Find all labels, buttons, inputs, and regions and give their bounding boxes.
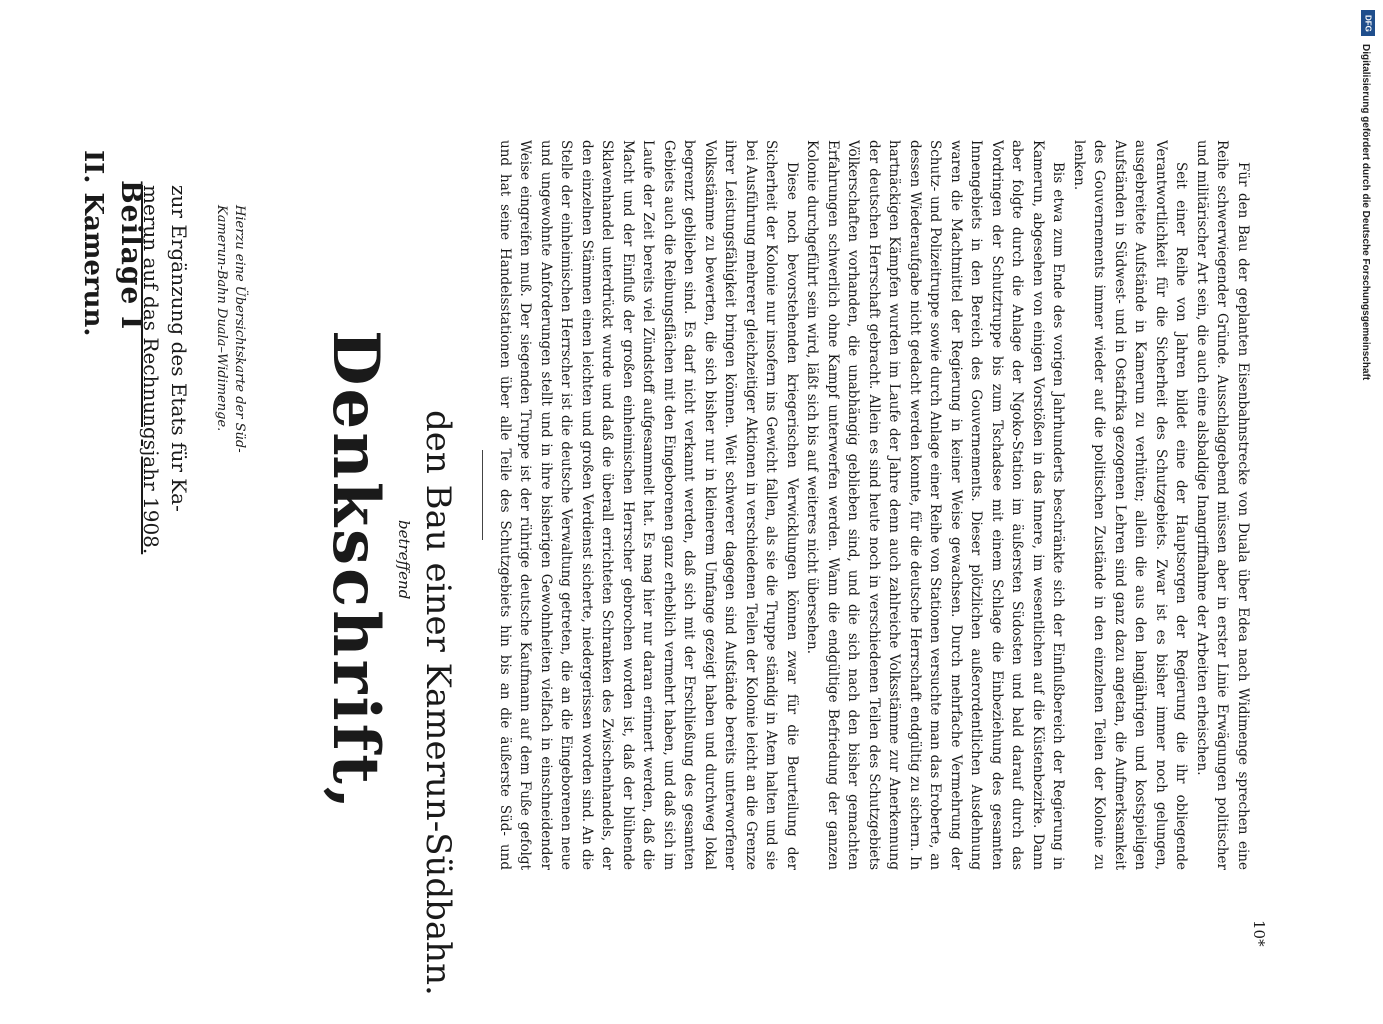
dfg-logo-icon: DFG <box>1361 10 1375 36</box>
footer-credit-text: Digitalisierung gefördert durch die Deutsche Forschungsgemeinschaft <box>1360 44 1371 381</box>
map-note-line-2: Kamerun-Bahn Duala–Widimenge. <box>214 205 229 432</box>
body-text <box>493 140 1253 870</box>
body-paragraph: Für den Bau der geplanten Eisenbahnstrecke von Duala über Edea nach Widimenge sprechen eine Reihe schwerwiegender Gründe. Ausschlaggebend müssen aber in erster Linie Erwägungen politischer und militärischer Art sein, die auch eine alsbaldige Inangriffnahme der Arbeiten erheischen. <box>1194 140 1251 870</box>
document-subtitle: den Bau einer Kamerun-Südbahn. <box>418 410 458 996</box>
supplement-heading: Beilage I <box>115 180 148 331</box>
section-heading: II. Kamerun. <box>78 150 108 337</box>
supplement-sub-line-2 <box>137 185 165 785</box>
document-title: Denkschrift, <box>318 330 393 813</box>
body-paragraph: Seit einer Reihe von Jahren bildet eine der Hauptsorgen der Regierung die ihr obliegende Verantwortlichkeit für die Sicherheit des Schutzgebiets. Zwar ist es bisher immer noch gelungen, ausgebreitete Aufstände in Kamerun zu verhüten; allein die aus den langjährigen und kostspieligen Aufständen in Südwest- und in Ostafrika gezogenen Lehren sind ganz dazu angetan, die Aufmerksamkeit des Gouvernements immer wieder auf die politischen Zustände in den einzelnen Teilen der Kolonie zu lenken. <box>1071 140 1190 870</box>
map-note-line-1: Hierzu eine Übersichtskarte der Süd- <box>232 205 247 453</box>
body-paragraph: Diese noch bevorstehenden kriegerischen Verwicklungen können zwar für die Beurteilung der Sicherheit der Kolonie nur insofern ins Gewicht fallen, als sie die Truppe ständig in Atem halten und sie bei Ausführung mehrerer gleichzeitiger Aktionen in verschiedenen Teilen der Kolonie leicht an die Grenze ihrer Leistungsfähigkeit bringen können. Weit schwerer dagegen sind Aufstände bereits unterworfener Volksstämme zu bewerten, die sich bisher nur in kleinerem Umfange gezeigt haben und durchweg lokal begrenzt geblieben sind. Es darf nicht verkannt werden, daß sich mit der Erschließung des gesamten Gebiets auch die Reibungsflächen mit den Eingeborenen ganz erheblich vermehrt haben, und daß sich im Laufe der Zeit bereits viel Zündstoff aufgesammelt hat. Es mag hier nur daran erinnert werden, daß die Macht und der Einfluß der großen einheimischen Herrscher gebrochen worden ist, daß der blühende Sklavenhandel unterdrückt wurde und daß die überall errichteten Schranken des Zwischenhandels, der den einzelnen Stämmen einen leichten und großen Verdienst sicherte, niedergerissen worden sind. An die Stelle der einheimischen Herrscher ist die deutsche Verwaltung getreten, die an die Eingeborenen neue und ungewohnte Anforderungen stellt und in ihre bisherigen Gewohnheiten vielfach in einschneidender Weise eingreifen muß. Der siegenden Truppe ist der rührige deutsche Kaufmann auf dem Fuße gefolgt und hat seine Handelsstationen über alle Teile des Schutzgebiets hin bis an die äußerste Süd- und <box>497 140 800 870</box>
supplement-sub-line-2-text: merun auf das Rechnungsjahr 1908. <box>139 185 163 555</box>
page-number: 10* <box>1250 920 1268 947</box>
title-betreffend: betreffend <box>395 520 413 600</box>
supplement-sub-line-1: zur Ergänzung des Etats für Ka- <box>167 185 191 512</box>
supplement-subheading <box>137 185 193 785</box>
body-paragraph: Bis etwa zum Ende des vorigen Jahrhunderts beschränkte sich der Einflußbereich der Regierung in Kamerun, abgesehen von einigen Vorstößen in das Innere, im wesentlichen auf die Küstenbezirke. Dann aber folgte durch die Anlage der Ngoko-Station im äußersten Südosten und bald darauf durch das Vordringen der Schutztruppe bis zum Tschadsee mit einem Schlage die Einbeziehung des gesamten Innengebiets in den Bereich des Gouvernements. Dieser plötzlichen außerordentlichen Ausdehnung waren die Machtmittel der Regierung in keiner Weise gewachsen. Durch mehrfache Vermehrung der Schutz- und Polizeitruppe sowie durch Anlage einer Reihe von Stationen versuchte man das Eroberte, an dessen Wiederaufgabe nicht gedacht werden konnte, für die deutsche Herrschaft endgültig zu sichern. In hartnäckigen Kämpfen wurden im Laufe der Jahre denn auch zahlreiche Volksstämme zur Anerkennung der deutschen Herrschaft gebracht. Allein es sind heute noch in verschiedenen Teilen des Schutzgebiets Völkerschaften vorhanden, die unabhängig geblieben sind, und die sich nach den bisher gemachten Erfahrungen schwerlich ohne Kampf unterwerfen werden. Wann die endgültige Befriedung der ganzen Kolonie durchgeführt sein wird, läßt sich bis auf weiteres nicht übersehen. <box>804 140 1067 870</box>
footer-credit <box>1357 44 1371 1024</box>
map-note <box>212 205 248 685</box>
title-divider <box>482 450 483 540</box>
